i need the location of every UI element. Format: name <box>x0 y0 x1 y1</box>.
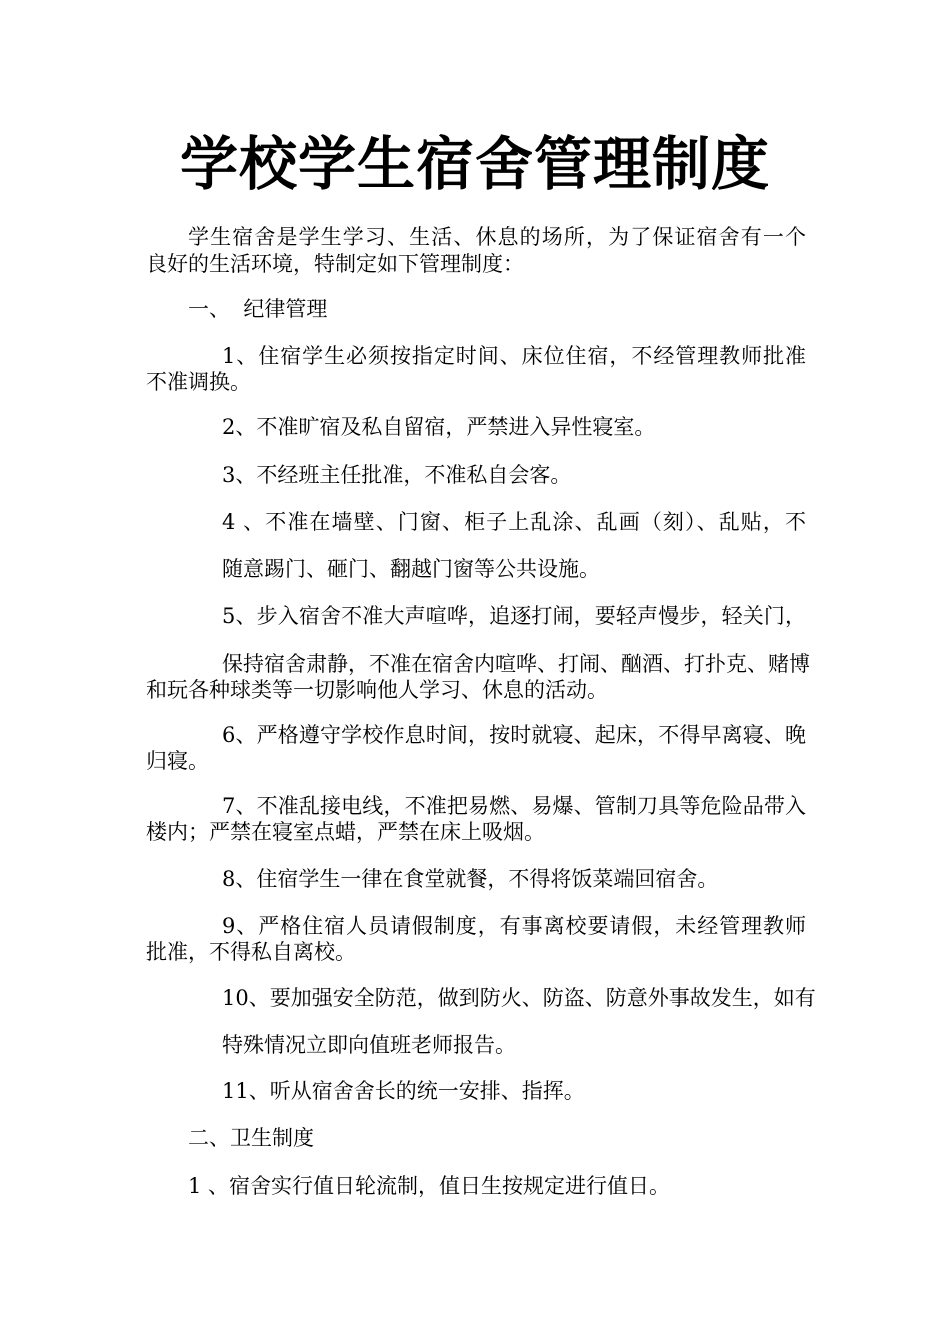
rule-item-4-line-1: 4 、不准在墙壁、门窗、柜子上乱涂、乱画（刻）、乱贴，不 <box>222 510 806 534</box>
rule-item-6-line-1: 6、严格遵守学校作息时间，按时就寝、起床，不得早离寝、晚 <box>222 723 806 747</box>
document-title: 学校学生宿舍管理制度 <box>179 130 770 198</box>
rule-item-6-line-2: 归寝。 <box>146 749 209 773</box>
hygiene-item-1-line-1: 1 、宿舍实行值日轮流制，值日生按规定进行值日。 <box>188 1174 671 1198</box>
rule-item-4-line-2: 随意踢门、砸门、翻越门窗等公共设施。 <box>222 557 600 581</box>
rule-item-1-line-2: 不准调换。 <box>146 370 251 394</box>
rule-item-10-line-2: 特殊情况立即向值班老师报告。 <box>222 1033 516 1057</box>
intro-line-1: 学生宿舍是学生学习、生活、休息的场所，为了保证宿舍有一个 <box>188 225 806 249</box>
rule-item-5-line-1: 5、步入宿舍不准大声喧哗，追逐打闹，要轻声慢步，轻关门， <box>222 604 806 628</box>
rule-item-11-line-1: 11、听从宿舍舍长的统一安排、指挥。 <box>222 1079 585 1103</box>
rule-item-8-line-1: 8、住宿学生一律在食堂就餐，不得将饭菜端回宿舍。 <box>222 867 719 891</box>
section-heading-discipline: 一、 纪律管理 <box>188 297 328 321</box>
rule-item-2-line-1: 2、不准旷宿及私自留宿，严禁进入异性寝室。 <box>222 415 656 439</box>
rule-item-10-line-1: 10、要加强安全防范，做到防火、防盗、防意外事故发生，如有 <box>222 986 816 1010</box>
rule-item-9-line-1: 9、严格住宿人员请假制度，有事离校要请假，未经管理教师 <box>222 914 806 938</box>
intro-line-2: 良好的生活环境，特制定如下管理制度： <box>146 252 524 276</box>
rule-item-7-line-2: 楼内；严禁在寝室点蜡，严禁在床上吸烟。 <box>146 820 545 844</box>
rule-item-1-line-1: 1、住宿学生必须按指定时间、床位住宿，不经管理教师批准 <box>222 344 806 368</box>
rule-item-9-line-2: 批准，不得私自离校。 <box>146 940 356 964</box>
rule-item-5-line-3: 和玩各种球类等一切影响他人学习、休息的活动。 <box>146 678 608 702</box>
section-heading-hygiene: 二、卫生制度 <box>188 1126 314 1150</box>
rule-item-3-line-1: 3、不经班主任批准，不准私自会客。 <box>222 463 572 487</box>
rule-item-7-line-1: 7、不准乱接电线，不准把易燃、易爆、管制刀具等危险品带入 <box>222 794 806 818</box>
rule-item-5-line-2: 保持宿舍肃静，不准在宿舍内喧哗、打闹、酗酒、打扑克、赌博 <box>222 652 810 676</box>
